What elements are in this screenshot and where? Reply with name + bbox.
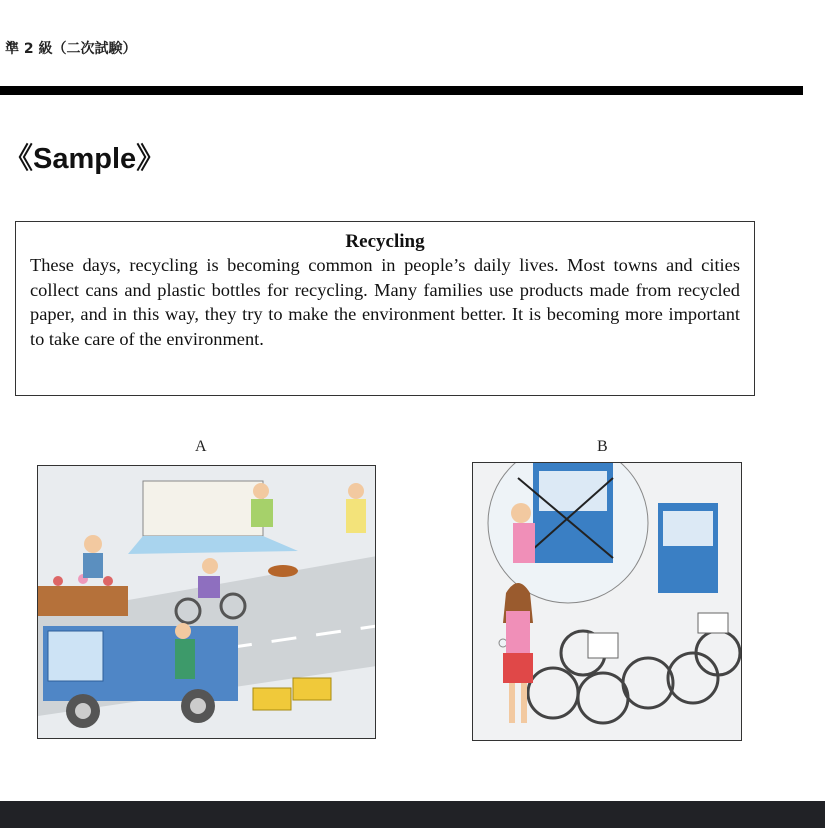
passage-body: These days, recycling is becoming common in people’s daily lives. Most towns and cities collect cans and plastic bottles for recycling. Many families use products made from recycled paper, and in this way, they try to make the environment better. It is becoming more important to take care of the environment. (30, 255, 740, 349)
exam-grade-header: 準 2 級（二次試験） (5, 41, 137, 57)
picture-b-label: B (597, 438, 608, 455)
picture-a-label: A (195, 438, 207, 455)
header-divider (0, 86, 803, 95)
passage-card (15, 221, 755, 396)
section-title: 《Sample》 (4, 143, 166, 175)
bottom-bar (0, 801, 825, 828)
picture-a-illustration (37, 465, 376, 739)
picture-b-illustration (472, 462, 742, 741)
passage-title: Recycling (345, 231, 425, 252)
